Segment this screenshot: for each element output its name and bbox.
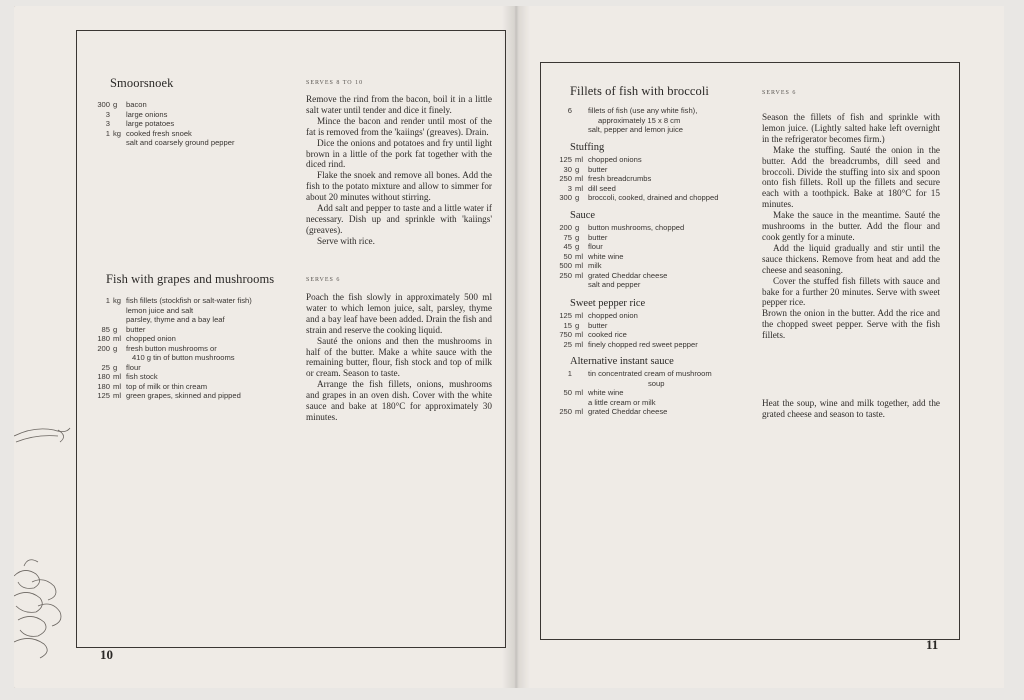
ingredient-row: 1 kg cooked fresh snoek xyxy=(105,128,192,138)
ingredient-row: 1 tin concentrated cream of mushroom xyxy=(567,369,712,378)
ingredient-row: 750 ml cooked rice xyxy=(559,330,627,339)
ingredient-row: soup xyxy=(648,378,665,388)
method-paragraph: Make the sauce in the meantime. Sauté the mushrooms in the butter. Add the flour and cook gently for a minute. xyxy=(762,210,940,242)
ingredient-row: 85 g butter xyxy=(101,324,146,334)
recipe-title-smoorsnoek: Smoorsnoek xyxy=(110,76,174,90)
ingredient-row: lemon juice and salt xyxy=(126,305,194,315)
ingredient-row: 250 ml fresh breadcrumbs xyxy=(559,174,652,183)
ingredient-row: 250 ml grated Cheddar cheese xyxy=(559,407,668,416)
book-gutter xyxy=(502,6,530,688)
serves-smoorsnoek: SERVES 8 TO 10 xyxy=(306,80,364,86)
ingredient-row: 45 g flour xyxy=(563,242,603,251)
method-smoorsnoek xyxy=(306,94,492,247)
ingredient-row: 300 g broccoli, cooked, drained and chopped xyxy=(559,193,719,202)
ingredient-row: parsley, thyme and a bay leaf xyxy=(126,315,225,324)
ingredient-row: 1 kg fish fillets (stockfish or salt-water fish) xyxy=(105,296,252,305)
ingredient-row: a little cream or milk xyxy=(588,397,656,407)
ingredient-row: 250 ml grated Cheddar cheese xyxy=(559,270,668,280)
serves-fillets-with-broccoli: SERVES 6 xyxy=(762,90,797,96)
ingredient-row: 15 g butter xyxy=(563,320,608,330)
method-paragraph: Poach the fish slowly in approximately 500 ml water to which lemon juice, salt, parsley, thyme and a bay leaf have been added. Drain the fish and strain and reserve the cooking liquid. xyxy=(306,292,492,335)
serves-fish-with-grapes: SERVES 6 xyxy=(306,277,341,283)
ingredient-list-stuffing xyxy=(548,155,764,203)
ingredient-row: salt, pepper and lemon juice xyxy=(588,125,683,134)
ingredient-row: 125 ml chopped onion xyxy=(559,311,638,320)
ingredient-list-sauce xyxy=(548,223,764,290)
ingredient-row: 25 g flour xyxy=(101,362,141,372)
ingredient-row: salt and coarsely ground pepper xyxy=(126,138,235,147)
page-number-left: 10 xyxy=(100,647,113,662)
ingredient-row: approximately 15 x 8 cm xyxy=(598,115,681,125)
ingredient-row: 180 ml chopped onion xyxy=(97,334,176,343)
section-heading-alternative-instant-sauce: Alternative instant sauce xyxy=(570,356,674,367)
method-sweet-pepper-rice: Brown the onion in the butter. Add the rice and the chopped sweet pepper. Serve with the fish fillets. xyxy=(762,308,940,340)
recipe-title-fish-with-grapes: Fish with grapes and mushrooms xyxy=(106,272,275,286)
ingredient-row: 180 ml fish stock xyxy=(97,372,158,381)
method-paragraph: Remove the rind from the bacon, boil it in a little salt water until tender and dice it finely. xyxy=(306,94,492,115)
method-paragraph: Add salt and pepper to taste and a little water if necessary. Dish up and sprinkle with 'kaiings' (greaves). xyxy=(306,203,492,235)
ingredient-row: 300 g bacon xyxy=(97,100,147,109)
method-paragraph: Dice the onions and potatoes and fry until light brown in a little of the pork fat together with the diced rind. xyxy=(306,137,492,170)
ingredient-row: 3 large potatoes xyxy=(105,119,175,128)
method-paragraph: Add the liquid gradually and stir until the sauce thickens. Remove from heat and add the cheese and seasoning. xyxy=(762,242,940,275)
method-fillets-with-broccoli xyxy=(762,112,940,308)
ingredient-row: 500 ml milk xyxy=(559,261,602,270)
ingredient-row: 3 ml dill seed xyxy=(567,183,616,193)
section-heading-stuffing: Stuffing xyxy=(570,142,605,153)
ingredient-row: 25 ml finely chopped red sweet pepper xyxy=(563,339,698,349)
ingredient-row: 50 ml white wine xyxy=(563,251,624,261)
section-heading-sauce: Sauce xyxy=(570,210,596,221)
ingredient-row: 200 g button mushrooms, chopped xyxy=(559,223,685,232)
open-cookbook xyxy=(14,6,1004,688)
ingredient-list-smoorsnoek xyxy=(86,100,286,148)
ingredient-row: 3 large onions xyxy=(105,109,168,119)
ingredient-list-alternative-instant-sauce xyxy=(548,369,764,417)
method-paragraph: Make the stuffing. Sauté the onion in the butter. Add the breadcrumbs, dill seed and broccoli. Divide the stuffing into six and spoon onto fish fillets. Roll up the fillets and secure each with a toothpick. Bake at 180°C for 15 minutes. xyxy=(762,144,940,210)
method-paragraph: Cover the stuffed fish fillets with sauce and bake for a further 20 minutes. Serve with sweet pepper rice. xyxy=(762,275,940,308)
fish-sketch-illustration xyxy=(14,406,72,666)
page-number-right: 11 xyxy=(926,637,939,652)
method-paragraph: Flake the snoek and remove all bones. Add the fish to the potato mixture and allow to simmer for about 20 minutes without stirring. xyxy=(306,170,492,203)
ingredient-row: 410 g tin of button mushrooms xyxy=(132,353,235,362)
ingredient-row: 180 ml top of milk or thin cream xyxy=(97,381,208,391)
ingredient-list-sweet-pepper-rice xyxy=(548,311,764,349)
ingredient-row: 50 ml white wine xyxy=(563,388,624,397)
method-alternative-instant-sauce: Heat the soup, wine and milk together, add the grated cheese and season to taste. xyxy=(762,398,940,419)
method-paragraph: Season the fillets of fish and sprinkle with lemon juice. (Lightly salted hake left overnight in the refrigerator becomes firm.) xyxy=(762,112,940,144)
main-ingredient-list xyxy=(548,106,764,135)
method-paragraph: Sauté the onions and then the mushrooms in half of the butter. Make a white sauce with the remaining butter, flour, fish stock and top of milk or cream. Season to taste. xyxy=(306,335,492,379)
method-paragraph: Mince the bacon and render until most of the fat is removed from the 'kaiings' (greaves). Drain. xyxy=(306,115,492,137)
ingredient-row: 200 g fresh button mushrooms or xyxy=(97,343,217,353)
ingredient-row: salt and pepper xyxy=(588,280,641,289)
ingredient-row: 6 fillets of fish (use any white fish), xyxy=(567,106,698,115)
method-paragraph: Serve with rice. xyxy=(317,235,375,246)
section-heading-sweet-pepper-rice: Sweet pepper rice xyxy=(570,298,646,309)
ingredient-row: 125 ml green grapes, skinned and pipped xyxy=(97,391,241,400)
method-paragraph: Arrange the fish fillets, onions, mushrooms and grapes in an oven dish. Cover with the white sauce and bake at 180°C for approximately 30 minutes. xyxy=(306,379,492,422)
ingredient-row: 75 g butter xyxy=(563,232,608,242)
ingredient-row: 125 ml chopped onions xyxy=(559,155,642,164)
ingredient-row: 30 g butter xyxy=(563,164,608,174)
recipe-title-fillets-with-broccoli: Fillets of fish with broccoli xyxy=(570,84,709,98)
method-fish-with-grapes xyxy=(306,292,492,423)
ingredient-list-fish-with-grapes xyxy=(86,296,294,401)
